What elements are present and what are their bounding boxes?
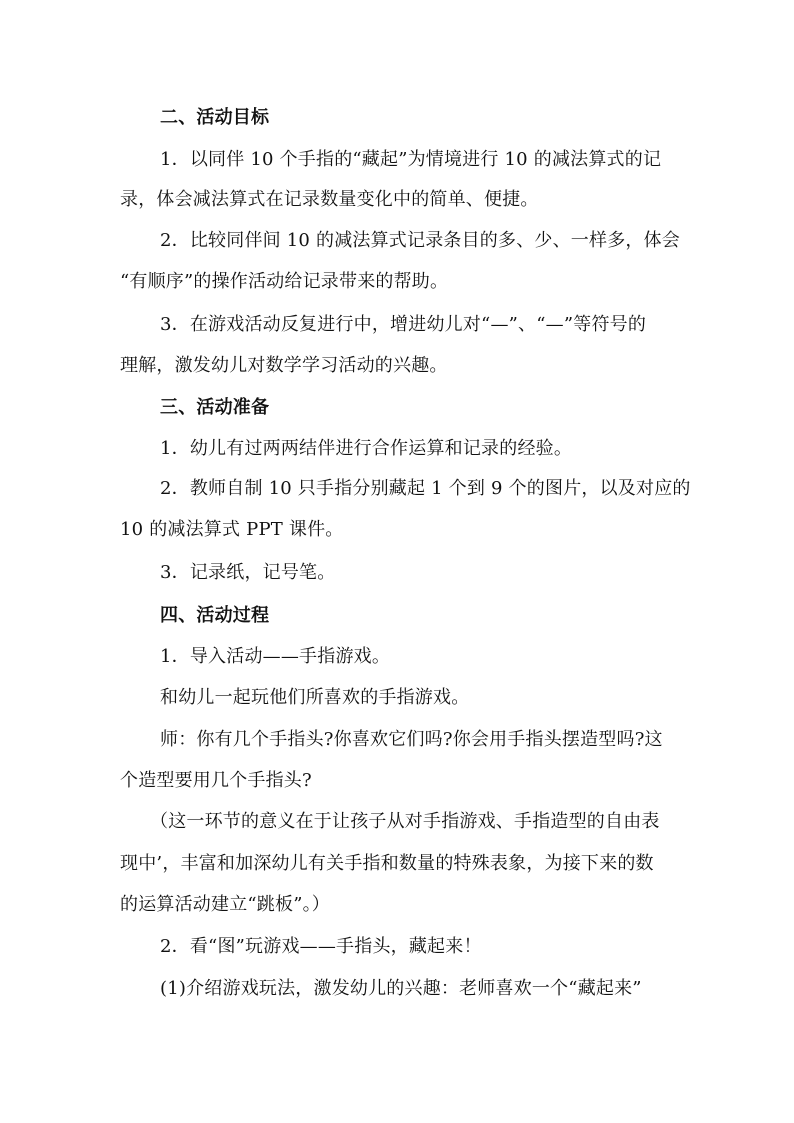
step-2: 2．看“图”玩游戏——手指头，藏起来！: [160, 936, 482, 957]
teacher-line-2: 个造型要用几个手指头?: [120, 770, 312, 791]
section-heading-goals: 二、活动目标: [160, 107, 270, 128]
note-line-2: 现中’，丰富和加深幼儿有关手指和数量的特殊表象，为接下来的数: [120, 853, 654, 874]
note-line-1: （这一环节的意义在于让孩子从对手指游戏、手指造型的自由表: [150, 811, 660, 832]
prep-2-line-2: 10 的减法算式 PPT 课件。: [120, 519, 344, 540]
goal-2-line-2: “有顺序”的操作活动给记录带来的帮助。: [120, 271, 449, 292]
prep-3: 3．记录纸，记号笔。: [160, 562, 336, 583]
goal-3-line-1: 3．在游戏活动反复进行中，增进幼儿对“—”、“—”等符号的: [160, 314, 647, 335]
step-1: 1．导入活动——手指游戏。: [160, 646, 391, 667]
goal-3-line-2: 理解，激发幼儿对数学学习活动的兴趣。: [120, 355, 448, 376]
goal-1-line-1: 1．以同伴 10 个手指的“藏起”为情境进行 10 的减法算式的记: [160, 149, 662, 170]
prep-1: 1．幼儿有过两两结伴进行合作运算和记录的经验。: [160, 438, 573, 459]
prep-2-line-1: 2．教师自制 10 只手指分别藏起 1 个到 9 个的图片，以及对应的: [160, 478, 691, 499]
goal-1-line-2: 录，体会减法算式在记录数量变化中的简单、便捷。: [120, 189, 539, 210]
section-heading-preparation: 三、活动准备: [160, 397, 270, 418]
teacher-line-1: 师：你有几个手指头?你喜欢它们吗?你会用手指头摆造型吗?这: [160, 729, 663, 750]
step-1-desc: 和幼儿一起玩他们所喜欢的手指游戏。: [160, 687, 470, 708]
step-2-sub: (1)介绍游戏玩法，激发幼儿的兴趣：老师喜欢一个“藏起来”: [160, 978, 642, 999]
section-heading-process: 四、活动过程: [160, 605, 270, 626]
goal-2-line-1: 2．比较同伴间 10 的减法算式记录条目的多、少、一样多，体会: [160, 230, 680, 251]
note-line-3: 的运算活动建立“跳板”。）: [120, 894, 331, 915]
